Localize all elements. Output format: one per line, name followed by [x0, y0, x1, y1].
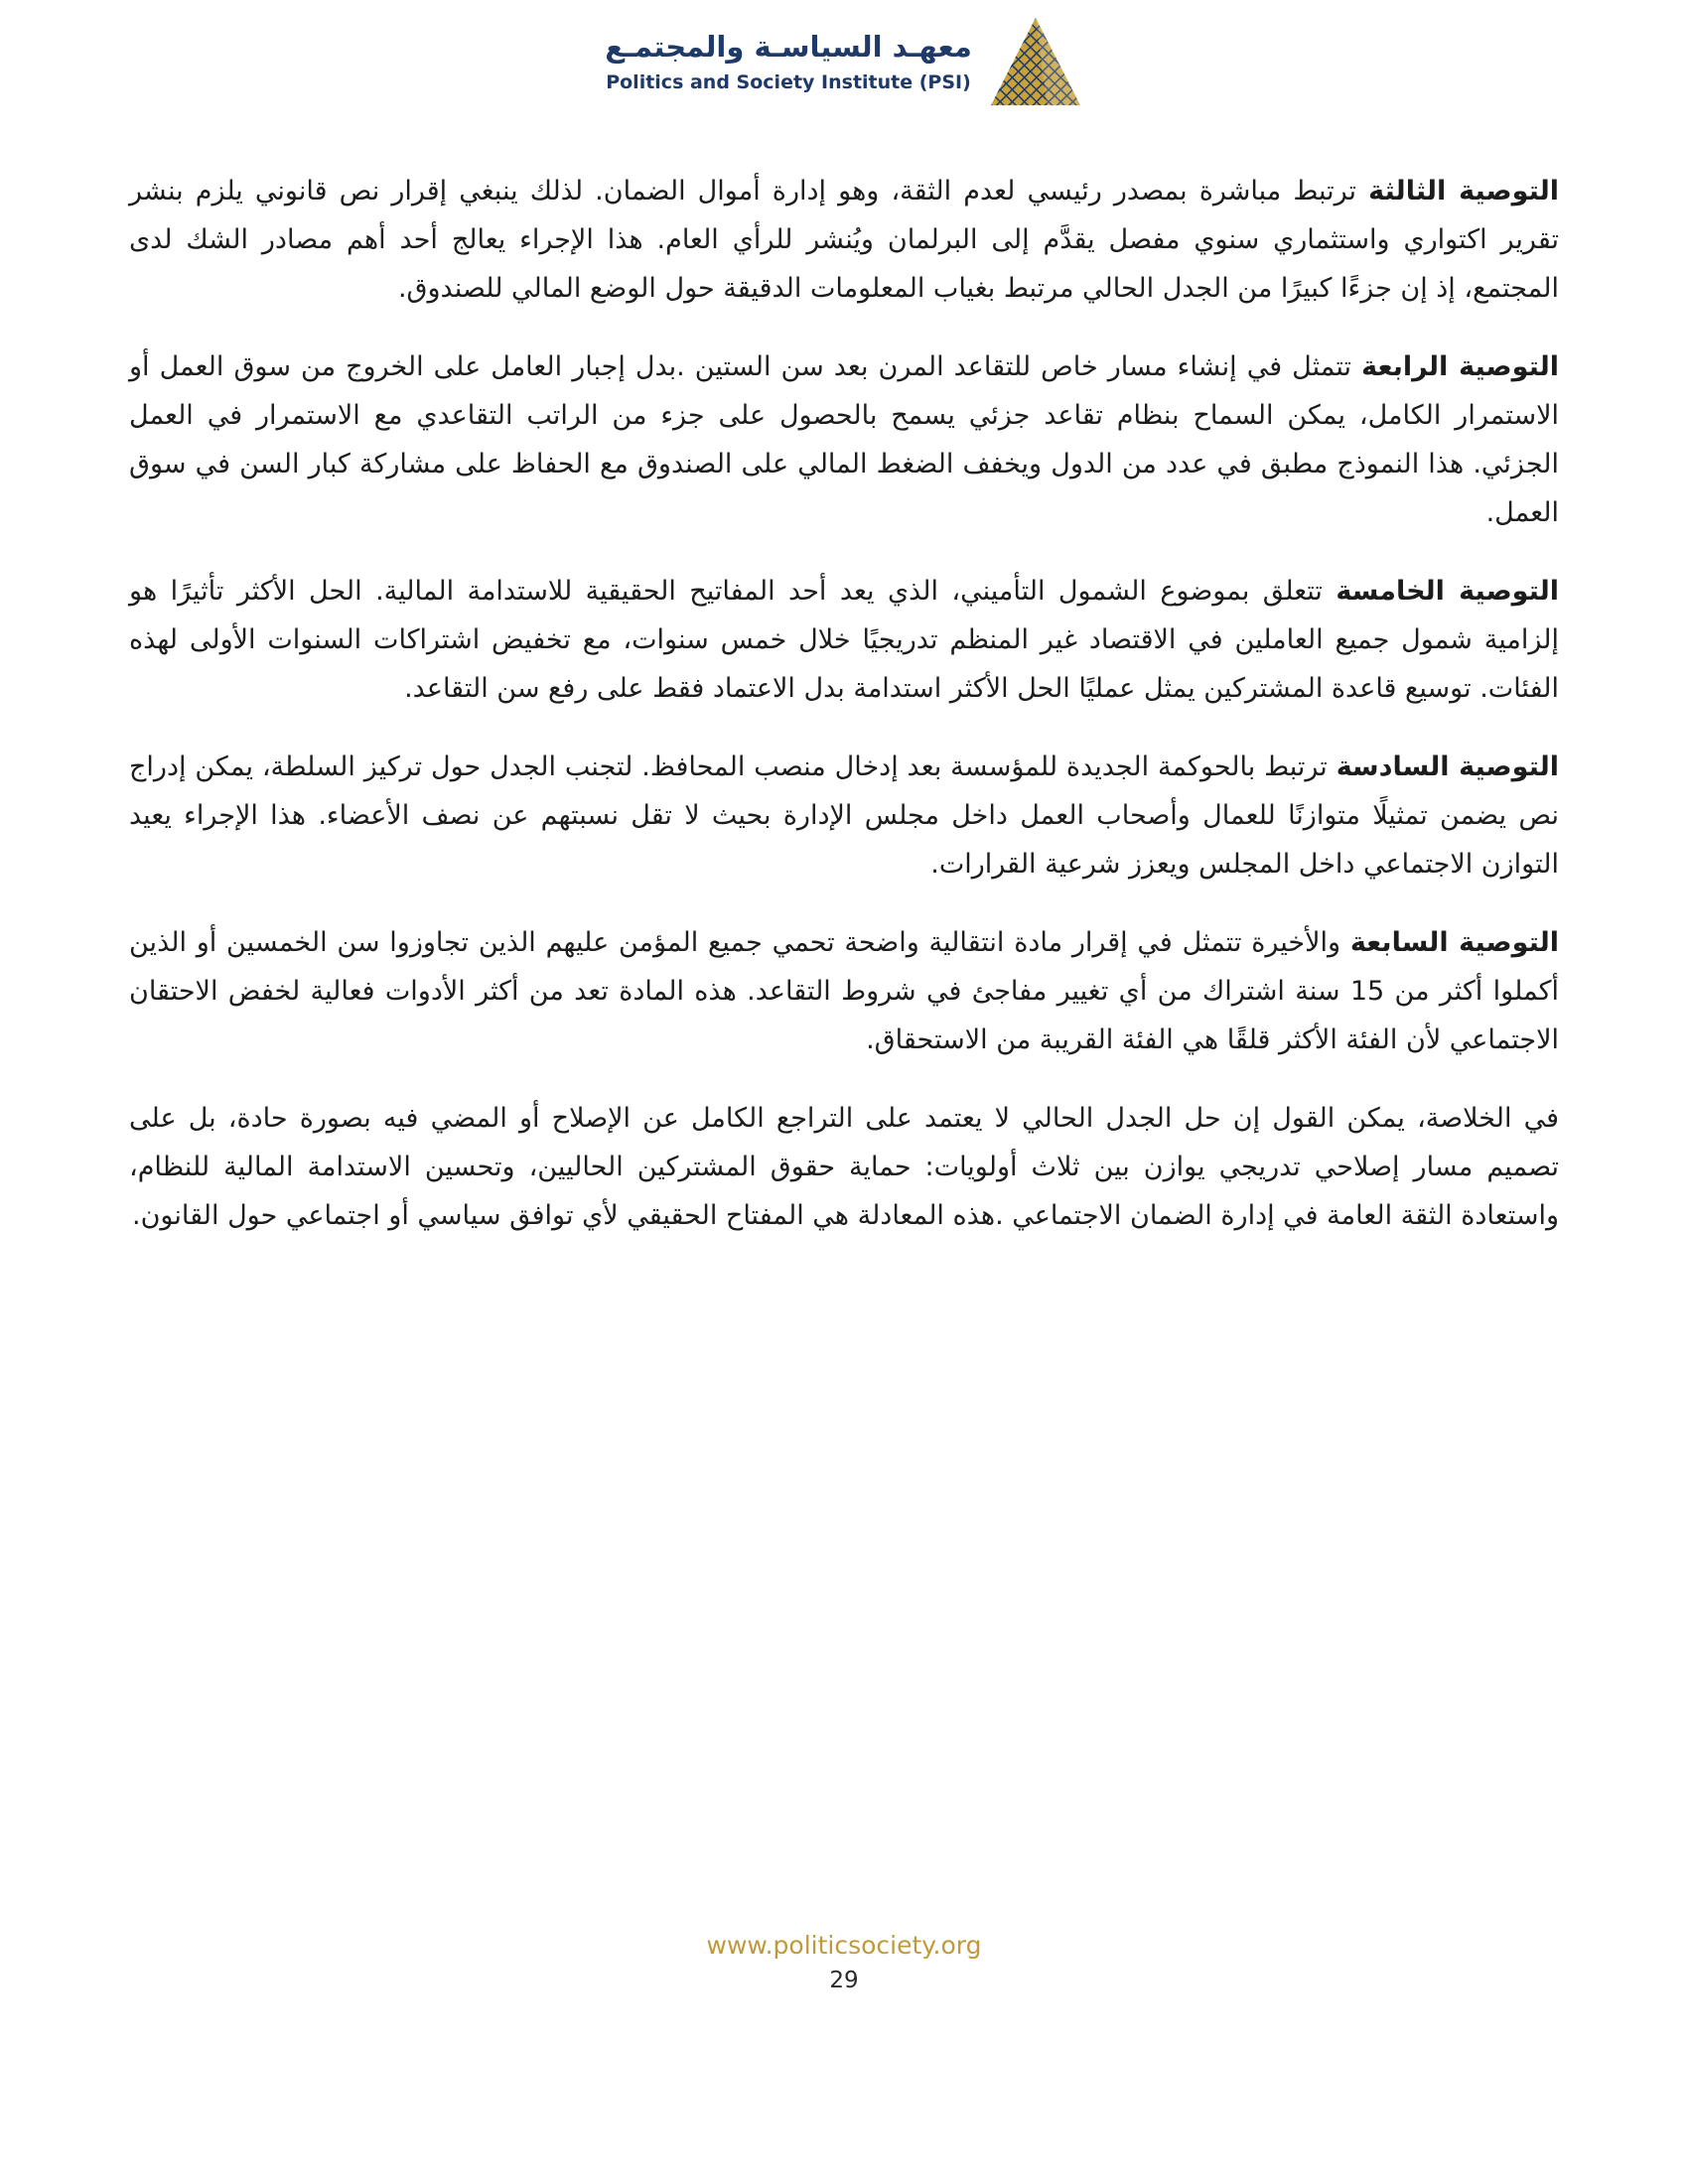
paragraph-lead: التوصية الثالثة: [1368, 176, 1559, 206]
paragraph-conclusion: [129, 1094, 1559, 1240]
institute-logo-text: [605, 30, 972, 93]
page-header: [0, 16, 1688, 107]
paragraph-recommendation-5: [129, 567, 1559, 713]
page-number: 29: [829, 1968, 859, 1993]
paragraph-text: تتمثل في إنشاء مسار خاص للتقاعد المرن بعد سن الستين .بدل إجبار العامل على الخروج من سوق العمل أو الاستمرار الكامل، يمكن السماح بنظام تقاعد جزئي يسمح بالحصول على جزء من الراتب التقاعدي مع الاستمرار في العمل الجزئي. هذا النموذج مطبق في عدد من الدول ويخفف الضغط المالي على الصندوق مع الحفاظ على مشاركة كبار السن في سوق العمل.: [129, 351, 1559, 528]
paragraph-text: والأخيرة تتمثل في إقرار مادة انتقالية واضحة تحمي جميع المؤمن عليهم الذين تجاوزوا سن الخمسين أو الذين أكملوا أكثر من 15 سنة اشتراك من أي تغيير مفاجئ في شروط التقاعد. هذه المادة تعد من أكثر الأدوات فعالية لخفض الاحتقان الاجتماعي لأن الفئة الأكثر قلقًا هي الفئة القريبة من الاستحقاق.: [129, 927, 1559, 1055]
paragraph-recommendation-4: [129, 342, 1559, 537]
institute-name-english: Politics and Society Institute (PSI): [606, 71, 971, 93]
paragraph-lead: التوصية الرابعة: [1361, 351, 1559, 382]
paragraph-lead: التوصية السابعة: [1349, 927, 1559, 958]
paragraph-lead: التوصية الخامسة: [1336, 576, 1559, 607]
paragraph-text: ترتبط بالحوكمة الجديدة للمؤسسة بعد إدخال منصب المحافظ. لتجنب الجدل حول تركيز السلطة، يمكن إدراج نص يضمن تمثيلًا متوازنًا للعمال وأصحاب العمل داخل مجلس الإدارة بحيث لا تقل نسبتهم عن نصف الأعضاء. هذا الإجراء يعيد التوازن الاجتماعي داخل المجلس ويعزز شرعية القرارات.: [129, 751, 1559, 880]
website-link[interactable]: www.politicsociety.org: [706, 1931, 982, 1960]
institute-name-arabic: معهـد السياسـة والمجتمـع: [605, 30, 972, 64]
paragraph-recommendation-7: [129, 918, 1559, 1064]
document-body: [129, 167, 1559, 1270]
institute-logo: [605, 16, 1083, 107]
paragraph-recommendation-3: [129, 167, 1559, 313]
paragraph-text: تتعلق بموضوع الشمول التأميني، الذي يعد أحد المفاتيح الحقيقية للاستدامة المالية. الحل الأكثر تأثيرًا هو إلزامية شمول جميع العاملين في الاقتصاد غير المنظم تدريجيًا خلال خمس سنوات، مع تخفيض اشتراكات السنوات الأولى لهذه الفئات. توسيع قاعدة المشتركين يمثل عمليًا الحل الأكثر استدامة بدل الاعتماد فقط على رفع سن التقاعد.: [129, 576, 1559, 704]
pyramid-logo-icon: [988, 16, 1083, 107]
paragraph-lead: التوصية السادسة: [1336, 751, 1559, 782]
paragraph-recommendation-6: [129, 743, 1559, 888]
paragraph-text: في الخلاصة، يمكن القول إن حل الجدل الحالي لا يعتمد على التراجع الكامل عن الإصلاح أو المضي فيه بصورة حادة، بل على تصميم مسار إصلاحي تدريجي يوازن بين ثلاث أولويات: حماية حقوق المشتركين الحاليين، وتحسين الاستدامة المالية للنظام، واستعادة الثقة العامة في إدارة الضمان الاجتماعي .هذه المعادلة هي المفتاح الحقيقي لأي توافق سياسي أو اجتماعي حول القانون.: [129, 1103, 1559, 1231]
page-footer: [0, 1931, 1688, 1993]
paragraph-text: ترتبط مباشرة بمصدر رئيسي لعدم الثقة، وهو إدارة أموال الضمان. لذلك ينبغي إقرار نص قانوني يلزم بنشر تقرير اكتواري واستثماري سنوي مفصل يقدَّم إلى البرلمان ويُنشر للرأي العام. هذا الإجراء يعالج أحد أهم مصادر الشك لدى المجتمع، إذ إن جزءًا كبيرًا من الجدل الحالي مرتبط بغياب المعلومات الدقيقة حول الوضع المالي للصندوق.: [129, 176, 1559, 304]
